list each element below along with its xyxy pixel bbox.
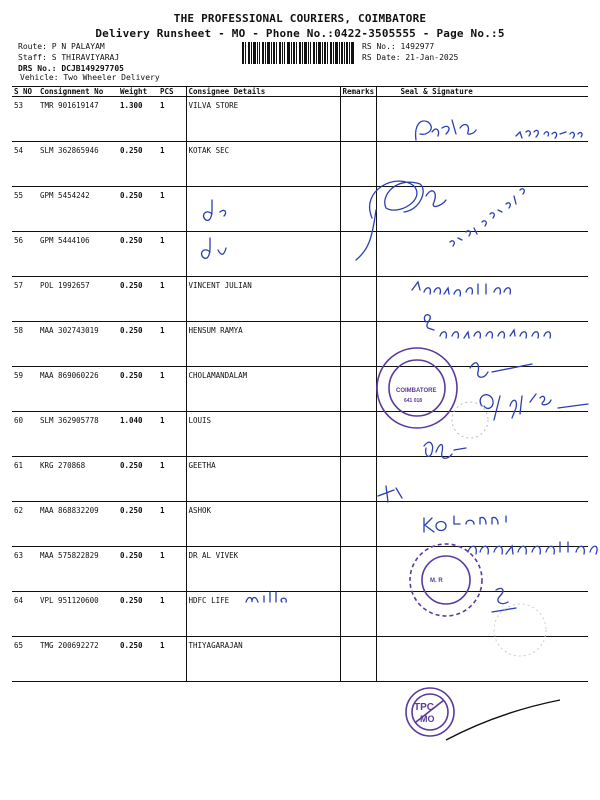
cell-signature [376,502,588,547]
cell-pcs: 1 [158,142,186,187]
cell-sno: 65 [12,637,38,682]
table-row [12,547,588,592]
cell-sno: 53 [12,97,38,142]
table-row [12,277,588,322]
cell-signature [376,457,588,502]
cell-consignee: ASHOK [186,502,340,547]
rs-date: RS Date: 21-Jan-2025 [362,53,459,62]
cell-remarks [340,97,376,142]
col-header-weight: Weight [118,87,158,97]
cell-remarks [340,547,376,592]
cell-pcs: 1 [158,592,186,637]
table-row [12,142,588,187]
cell-signature [376,277,588,322]
table-row [12,97,588,142]
col-header-pcs: PCS [158,87,186,97]
table-row [12,367,588,412]
table-row [12,637,588,682]
col-header-remarks: Remarks [340,87,376,97]
cell-weight: 0.250 [118,367,158,412]
cell-sno: 63 [12,547,38,592]
cell-consignee: THIYAGARAJAN [186,637,340,682]
cell-remarks [340,322,376,367]
svg-text:COIMBATORE: COIMBATORE [396,388,437,394]
cell-weight: 0.250 [118,142,158,187]
cell-signature [376,592,588,637]
cell-consignee: HDFC LIFE [186,592,340,637]
table-row [12,232,588,277]
cell-weight: 0.250 [118,547,158,592]
cell-sno: 54 [12,142,38,187]
runsheet-rows [12,97,588,682]
cell-consignment: MAA 869060226 [38,367,118,412]
cell-sno: 60 [12,412,38,457]
route-label: Route: P N PALAYAM [18,42,105,51]
cell-consignment: POL 1992657 [38,277,118,322]
cell-signature [376,547,588,592]
cell-pcs: 1 [158,97,186,142]
svg-text:M. R: M. R [430,578,443,584]
cell-remarks [340,637,376,682]
cell-weight: 0.250 [118,277,158,322]
cell-consignee: HENSUM RAMYA [186,322,340,367]
table-row [12,592,588,637]
cell-sno: 61 [12,457,38,502]
table-row [12,457,588,502]
cell-pcs: 1 [158,187,186,232]
cell-consignment: GPM 5454242 [38,187,118,232]
cell-consignment: KRG 270868 [38,457,118,502]
col-header-sno: S NO [12,87,38,97]
runsheet-subtitle: Delivery Runsheet - MO - Phone No.:0422-3505555 - Page No.:5 [95,27,505,40]
cell-consignee: DR AL VIVEK [186,547,340,592]
cell-remarks [340,367,376,412]
table-row [12,322,588,367]
cell-consignee: LOUIS [186,412,340,457]
cell-consignee: CHOLAMANDALAM [186,367,340,412]
cell-sno: 56 [12,232,38,277]
runsheet-table [12,86,588,682]
cell-consignment: MAA 575822829 [38,547,118,592]
cell-weight: 0.250 [118,187,158,232]
cell-consignment: TMG 200692272 [38,637,118,682]
cell-sno: 59 [12,367,38,412]
cell-remarks [340,412,376,457]
svg-text:MO: MO [420,714,435,724]
cell-consignment: GPM 5444106 [38,232,118,277]
cell-consignee: VINCENT JULIAN [186,277,340,322]
cell-sno: 64 [12,592,38,637]
cell-pcs: 1 [158,457,186,502]
cell-pcs: 1 [158,322,186,367]
cell-weight: 0.250 [118,502,158,547]
cell-signature [376,637,588,682]
company-title: THE PROFESSIONAL COURIERS, COIMBATORE [173,12,427,25]
cell-consignment: MAA 868832209 [38,502,118,547]
meta-left [18,41,124,74]
table-row [12,412,588,457]
rs-number: RS No.: 1492977 [362,42,435,51]
meta-right [362,41,458,63]
cell-weight: 0.250 [118,637,158,682]
cell-remarks [340,502,376,547]
cell-sno: 62 [12,502,38,547]
cell-consignment: VPL 951120600 [38,592,118,637]
cell-pcs: 1 [158,367,186,412]
col-header-consignee: Consignee Details [186,87,340,97]
table-row [12,187,588,232]
cell-signature [376,142,588,187]
cell-remarks [340,277,376,322]
cell-sno: 55 [12,187,38,232]
cell-weight: 1.040 [118,412,158,457]
cell-weight: 0.250 [118,232,158,277]
cell-pcs: 1 [158,277,186,322]
cell-signature [376,97,588,142]
cell-weight: 1.300 [118,97,158,142]
cell-pcs: 1 [158,502,186,547]
cell-sno: 57 [12,277,38,322]
cell-signature [376,187,588,232]
cell-remarks [340,232,376,277]
svg-text:TPC: TPC [414,702,434,713]
table-header-row [12,87,588,97]
cell-weight: 0.250 [118,592,158,637]
cell-signature [376,412,588,457]
barcode [242,42,354,64]
cell-pcs: 1 [158,232,186,277]
cell-pcs: 1 [158,412,186,457]
cell-signature [376,232,588,277]
col-header-consignment: Consignment No [38,87,118,97]
cell-signature [376,367,588,412]
cell-weight: 0.250 [118,457,158,502]
cell-consignee [186,187,340,232]
cell-consignment: TMR 901619147 [38,97,118,142]
svg-text:641 018: 641 018 [404,398,423,404]
cell-consignee: GEETHA [186,457,340,502]
cell-pcs: 1 [158,547,186,592]
cell-remarks [340,187,376,232]
cell-consignee: KOTAK SEC [186,142,340,187]
cell-consignment: SLM 362865946 [38,142,118,187]
cell-remarks [340,592,376,637]
drs-number: DRS No.: DCJB149297705 [18,64,124,73]
cell-remarks [340,142,376,187]
cell-consignee [186,232,340,277]
cell-consignee: VILVA STORE [186,97,340,142]
cell-remarks [340,457,376,502]
cell-weight: 0.250 [118,322,158,367]
cell-consignment: MAA 302743019 [38,322,118,367]
vehicle-label: Vehicle: Two Wheeler Delivery [20,73,160,82]
staff-label: Staff: S THIRAVIYARAJ [18,53,120,62]
col-header-signature: Seal & Signature [376,87,588,97]
cell-pcs: 1 [158,637,186,682]
cell-consignment: SLM 362905778 [38,412,118,457]
cell-sno: 58 [12,322,38,367]
cell-signature [376,322,588,367]
table-row [12,502,588,547]
